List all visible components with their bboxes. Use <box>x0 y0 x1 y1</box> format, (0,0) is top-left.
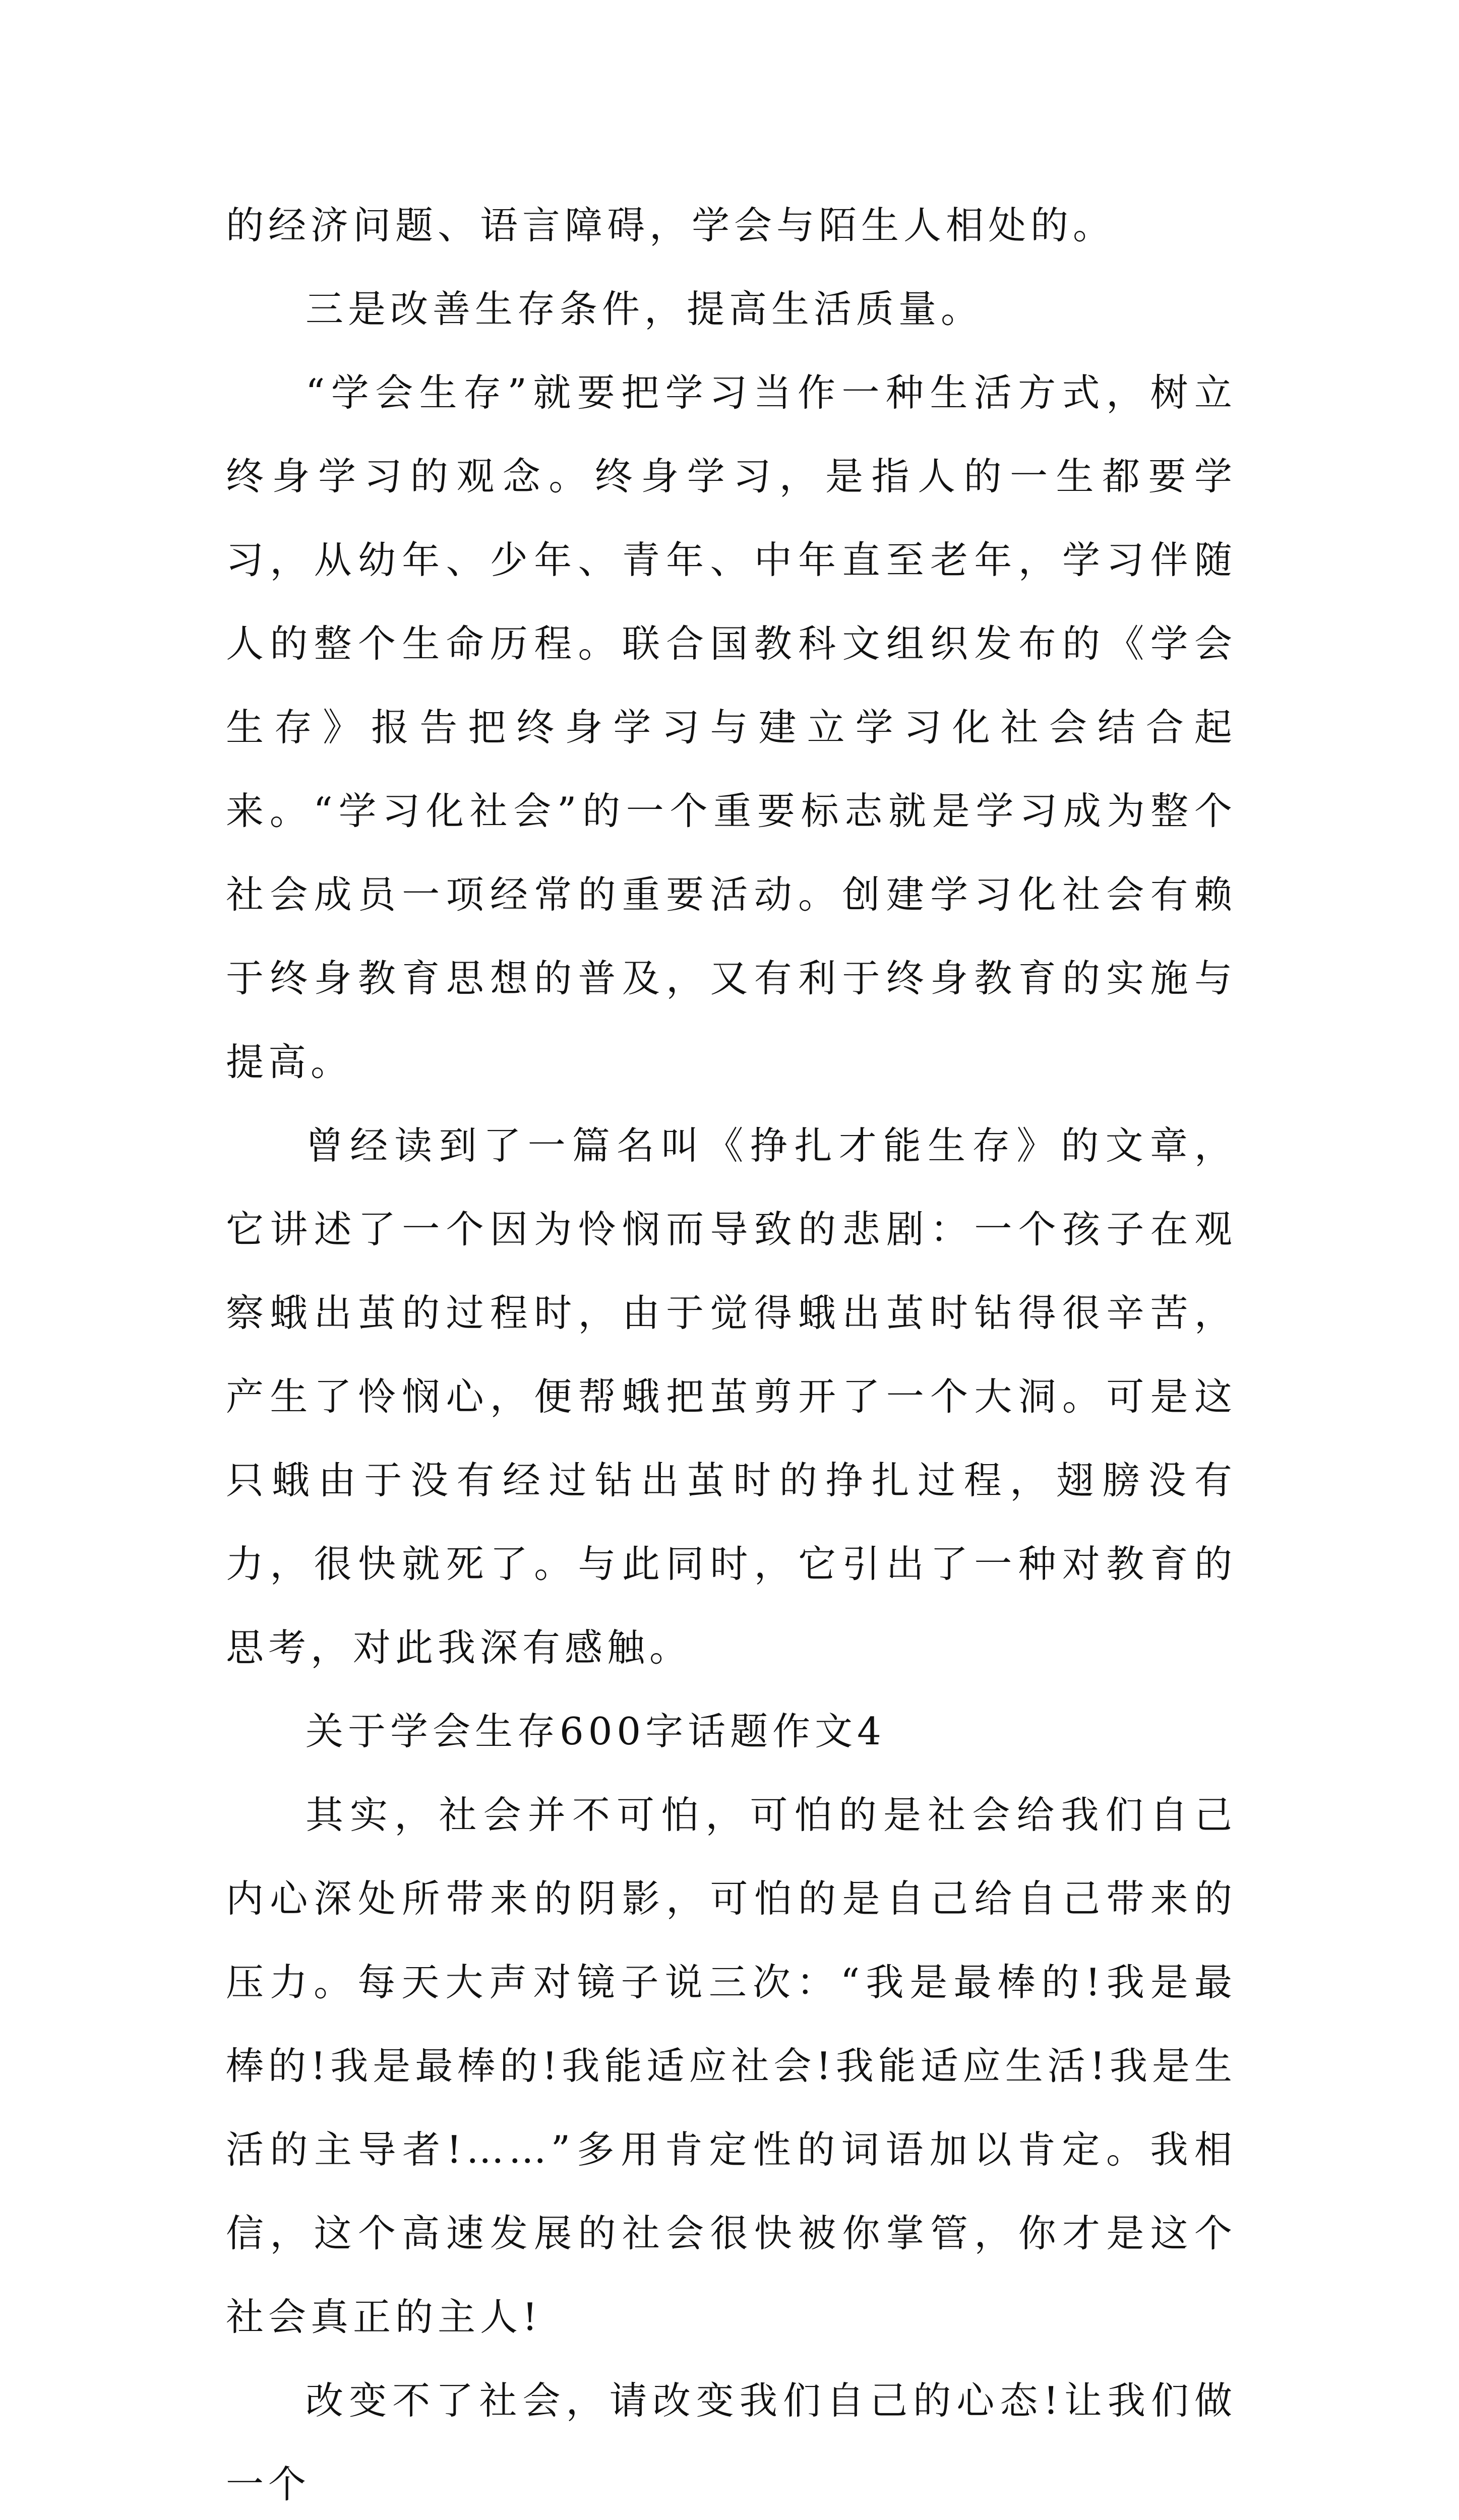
paragraph-society: 其实，社会并不可怕，可怕的是社会给我们自己内心深处所带来的阴影，可怕的是自己给自己带来的压力。每天大声对镜子说三次：“我是最棒的!我是最棒的!我是最棒的!我能适应社会!我能适应生活!我是生活的主导者!……”多用肯定性的词语加以肯定。我相信，这个高速发展的社会很快被你掌管，你才是这个社会真正的主人! <box>226 1793 1237 2339</box>
essay-heading: 关于学会生存600字话题作文4 <box>306 1709 886 1753</box>
paragraph-lifelong-learning: “学会生存”就要把学习当作一种生活方式，树立终身学习的观念。终身学习，是指人的一生都要学习，从幼年、少年、青年、中年直至老年，学习伴随人的整个生命历程。联合国教科文组织发布的《学会生存》报告把终身学习与建立学习化社会结合起来。“学习化社会”的一个重要标志就是学习成为整个社会成员一项经常的重要活动。创建学习化社会有赖于终身教育思想的普及，又有利于终身教育的实施与提高。 <box>226 370 1237 1084</box>
document-body <box>226 183 1237 2520</box>
paragraph-point-three: 三是改善生存条件，提高生活质量。 <box>306 287 984 331</box>
paragraph-change-mindset: 改变不了社会，请改变我们自己的心态!让我们做一个 <box>226 2378 1237 2506</box>
paragraph-continuation: 的经济问题、语言障碍，学会与陌生人相处的。 <box>226 203 1116 247</box>
paragraph-moth-story: 曾经读到了一篇名叫《挣扎才能生存》的文章，它讲述了一个因为怜悯而导致的悲剧：一个孩子在观察蛾出茧的过程时，由于觉得蛾出茧时钻得很辛苦，产生了怜悯心，便帮蛾把茧剪开了一个大洞。可是这只蛾由于没有经过钻出茧时的挣扎过程，翅膀没有力，很快就死了。与此同时，它引出了一种对教育的思考，对此我深有感触。 <box>226 1123 1237 1670</box>
